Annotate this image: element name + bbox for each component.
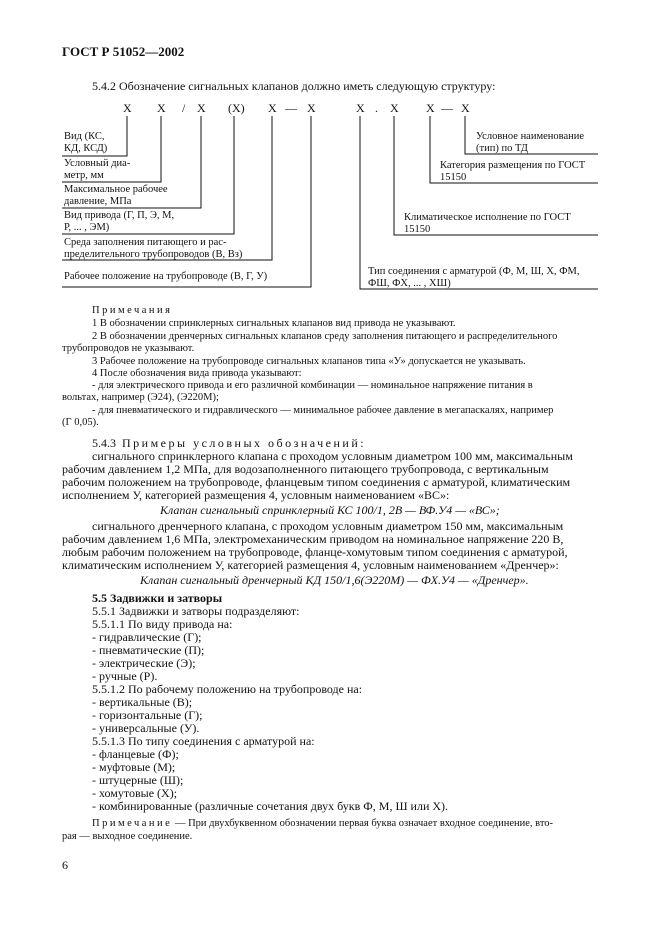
label-medium: Среда заполнения питающего и рас- пределительного трубопроводов (В, Вз) [64, 237, 243, 260]
label-type: Вид (КС, КД, КСД) [64, 131, 108, 154]
paragraph-line: сигнального спринклерного клапана с проходом условным диаметром 100 мм, максимальным [92, 449, 573, 463]
label-pressure: Максимальное рабочее давление, МПа [64, 184, 168, 207]
paragraph-line: сигнального дренчерного клапана, с проходом условным диаметром 150 мм, максимальным [92, 519, 564, 533]
note-line: - для электрического привода и его различной комбинации — номинальное напряжение питания в [92, 380, 533, 391]
label-name: Условное наименование (тип) по ТД [476, 131, 585, 154]
note-line: вольтах, например (Э24), (Э220М); [62, 392, 219, 403]
list-item: - гидравлические (Г); [92, 630, 202, 644]
document-header: ГОСТ Р 51052—2002 [62, 44, 185, 59]
scheme-pos-2: X [157, 101, 166, 115]
scheme-dash-1: — [285, 101, 297, 115]
page-number: 6 [62, 858, 68, 872]
scheme-slash: / [182, 101, 186, 115]
paragraph-line: рабочим давлением 1,6 МПа, электромеханическим приводом на номинальное напряжение 220 В, [62, 532, 564, 546]
note-line: трубопроводов не указывают. [62, 343, 195, 354]
label-drive: Вид привода (Г, П, Э, М, Р, ... , ЭМ) [64, 210, 175, 233]
label-climate: Климатическое исполнение по ГОСТ 15150 [404, 212, 571, 235]
list-item: - горизонтальные (Г); [92, 708, 203, 722]
paragraph-line: рабочим положением на трубопроводе, фланцевым типом соединения с арматурой, климатическим [62, 475, 571, 489]
scheme-dot: . [375, 101, 378, 115]
list-line: 5.5.1.1 По виду привода на: [92, 617, 233, 631]
scheme-pos-7: X [356, 101, 365, 115]
list-item: - фланцевые (Ф); [92, 747, 179, 761]
list-item: - комбинированные (различные сочетания двух букв Ф, М, Ш или X). [92, 799, 449, 813]
note-line: - для пневматического и гидравлического — минимальное рабочее давление в мегапаскалях, например [92, 405, 554, 416]
list-item: - ручные (Р). [92, 669, 158, 683]
scheme-pos-8: X [390, 101, 399, 115]
label-connection: Тип соединения с арматурой (Ф, М, Ш, X, ФМ, ФШ, ФХ, ... , ХШ) [368, 266, 580, 289]
scheme-pos-6: X [307, 101, 316, 115]
paragraph-line: исполнением У, категорией размещения 4, условным наименованием «ВС»: [62, 488, 450, 502]
note-5-5-cont: рая — выходное соединение. [62, 831, 193, 842]
list-line: 5.5.1 Задвижки и затворы подразделяют: [92, 604, 300, 618]
note-line: (Г 0,05). [62, 417, 99, 428]
example-designation-2: Клапан сигнальный дренчерный КД 150/1,6(Э220М) — ФХ.У4 — «Дренчер». [140, 573, 529, 587]
list-item: - пневматические (П); [92, 643, 205, 657]
list-item: - универсальные (У). [92, 721, 200, 735]
list-item: - муфтовые (М); [92, 760, 176, 774]
note-line: 4 После обозначения вида привода указывают: [92, 368, 302, 379]
example-designation-1: Клапан сигнальный спринклерный КС 100/1, 2В — ВФ.У4 — «ВС»; [160, 503, 500, 517]
note-line: 3 Рабочее положение на трубопроводе сигнальных клапанов типа «У» допускается не указывать. [92, 356, 526, 367]
label-category: Категория размещения по ГОСТ 15150 [440, 160, 586, 183]
paragraph-line: любым рабочим положением на трубопроводе, фланце-хомутовым типом соединения с арматурой, [62, 545, 568, 559]
section-5-4-2-intro: 5.4.2 Обозначение сигнальных клапанов должно иметь следующую структуру: [92, 79, 496, 93]
label-position: Рабочее положение на трубопроводе (В, Г, У) [64, 271, 268, 282]
scheme-pos-1: X [123, 101, 132, 115]
list-line: 5.5.1.2 По рабочему положению на трубопроводе на: [92, 682, 363, 696]
paragraph-line: климатическим исполнением У, категорией размещения 4, условным наименованием «Дренчер»: [62, 558, 559, 572]
scheme-pos-9: X [426, 101, 435, 115]
list-item: - электрические (Э); [92, 656, 196, 670]
note-line: 2 В обозначении дренчерных сигнальных клапанов среду заполнения питающего и распределительного [92, 331, 558, 342]
scheme-pos-10: X [461, 101, 470, 115]
scheme-pos-3: X [197, 101, 206, 115]
section-5-5-heading: 5.5 Задвижки и затворы [92, 591, 223, 605]
note-5-5: Примечание — При двухбуквенном обозначении первая буква означает входное соединение, вто- [92, 818, 554, 829]
scheme-pos-4: (X) [228, 101, 245, 115]
list-line: 5.5.1.3 По типу соединения с арматурой на: [92, 734, 315, 748]
list-item: - штуцерные (Ш); [92, 773, 184, 787]
label-diameter: Условный диа- метр, мм [64, 158, 131, 181]
list-item: - хомутовые (X); [92, 786, 178, 800]
scheme-dash-2: — [441, 101, 453, 115]
paragraph-line: рабочим давлением 1,2 МПа, для водозаполненного питающего трубопровода, с вертикальным [62, 462, 549, 476]
list-item: - вертикальные (В); [92, 695, 193, 709]
section-5-4-3-heading: 5.4.3 Примеры условных обозначений: [92, 436, 367, 450]
notes-title: Примечания [92, 305, 173, 316]
note-line: 1 В обозначении спринклерных сигнальных клапанов вид привода не указывают. [92, 318, 456, 329]
scheme-pos-5: X [268, 101, 277, 115]
